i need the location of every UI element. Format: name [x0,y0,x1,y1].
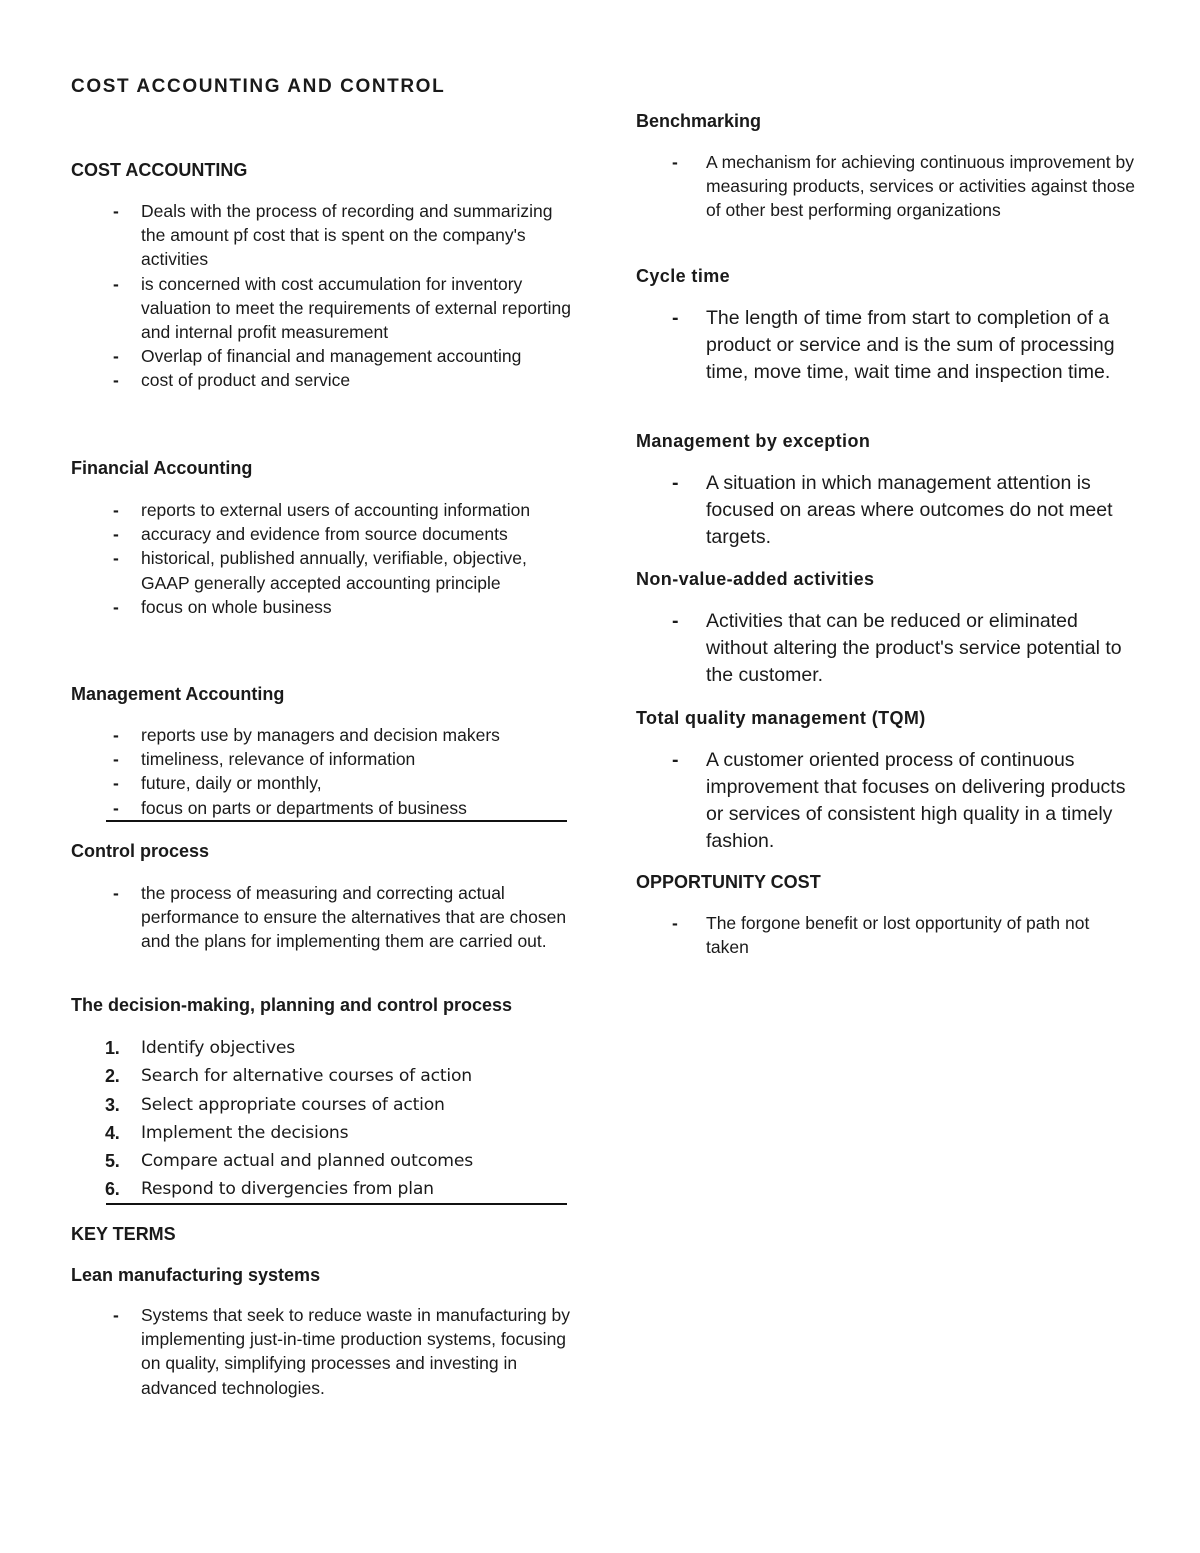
list-item: - reports use by managers and decision makers [71,723,571,747]
list-item: - reports to external users of accounting information [71,498,571,522]
list-item: - A mechanism for achieving continuous improvement by measuring products, services or activities against those of other best performing organizations [636,150,1146,223]
section-heading-decision-process: The decision-making, planning and control process [71,995,513,1015]
step-text: Select appropriate courses of action [141,1094,445,1115]
step-text: Respond to divergencies from plan [141,1179,434,1200]
step-number: 6. [105,1179,120,1200]
document-title: COST ACCOUNTING AND CONTROL [71,76,446,97]
step-item [71,1147,591,1175]
list-item: - The length of time from start to completion of a product or service and is the sum of processing time, move time, wait time and inspection time. [636,305,1136,386]
financial-accounting-list [0,498,571,619]
section-heading-non-value-added: Non-value-added activities [636,569,875,589]
list-item: - future, daily or monthly, [71,771,571,795]
step-text: Implement the decisions [141,1122,349,1143]
non-value-added-list [636,608,1136,689]
step-text: Identify objectives [141,1038,295,1058]
cost-accounting-list [0,199,571,393]
opportunity-cost-list [636,911,1136,959]
step-number: 3. [105,1094,120,1115]
cycle-time-list [636,305,1136,386]
benchmarking-list [636,150,1146,223]
step-number: 5. [105,1151,120,1172]
section-heading-key-terms: KEY TERMS [71,1224,176,1244]
list-item: - A situation in which management attention is focused on areas where outcomes do not meet targets. [636,470,1136,551]
section-heading-management-by-exception: Management by exception [636,431,871,451]
section-heading-financial-accounting: Financial Accounting [71,458,253,478]
step-number: 2. [105,1066,120,1087]
section-heading-tqm: Total quality management (TQM) [636,708,926,728]
step-text: Compare actual and planned outcomes [141,1151,473,1172]
list-item: - focus on parts or departments of business [71,796,571,820]
list-item: - A customer oriented process of continuous improvement that focuses on delivering products or services of consistent high quality in a timely fashion. [636,747,1136,855]
tqm-list [636,747,1136,855]
list-item: - Systems that seek to reduce waste in manufacturing by implementing just-in-time production systems, focusing on quality, simplifying processes and investing in advanced technologies. [71,1303,571,1400]
step-text: Search for alternative courses of action [141,1066,472,1087]
section-heading-opportunity-cost: OPPORTUNITY COST [636,872,821,892]
management-accounting-list [0,723,571,820]
section-heading-management-accounting: Management Accounting [71,684,285,704]
list-item: - timeliness, relevance of information [71,747,571,771]
step-item [71,1119,591,1147]
section-heading-control-process: Control process [71,841,210,861]
control-process-list [0,881,571,954]
step-item [71,1034,591,1062]
section-divider [106,820,567,822]
step-item [71,1062,591,1090]
list-item: - historical, published annually, verifiable, objective, GAAP generally accepted accounting principle [71,546,571,594]
management-by-exception-list [636,470,1136,551]
lean-manufacturing-list [0,1303,571,1400]
list-item: - Activities that can be reduced or eliminated without altering the product's service potential to the customer. [636,608,1136,689]
list-item: - Deals with the process of recording and summarizing the amount pf cost that is spent on the company's activities [71,199,571,272]
section-heading-cost-accounting: COST ACCOUNTING [71,160,248,180]
list-item: - accuracy and evidence from source documents [71,522,571,546]
list-item: - The forgone benefit or lost opportunity of path not taken [636,911,1136,959]
section-heading-lean-manufacturing: Lean manufacturing systems [71,1265,321,1285]
step-number: 1. [105,1038,120,1058]
list-item: - Overlap of financial and management accounting [71,344,571,368]
list-item: - is concerned with cost accumulation for inventory valuation to meet the requirements of external reporting and internal profit measurement [71,272,571,345]
step-item [71,1175,591,1203]
decision-process-steps [0,1034,591,1204]
step-number: 4. [105,1122,120,1143]
step-item [71,1091,591,1119]
section-heading-cycle-time: Cycle time [636,266,731,286]
list-item: - cost of product and service [71,368,571,392]
section-heading-benchmarking: Benchmarking [636,111,762,131]
section-divider [106,1203,567,1205]
list-item: - focus on whole business [71,595,571,619]
list-item: - the process of measuring and correcting actual performance to ensure the alternatives that are chosen and the plans for implementing them are carried out. [71,881,571,954]
